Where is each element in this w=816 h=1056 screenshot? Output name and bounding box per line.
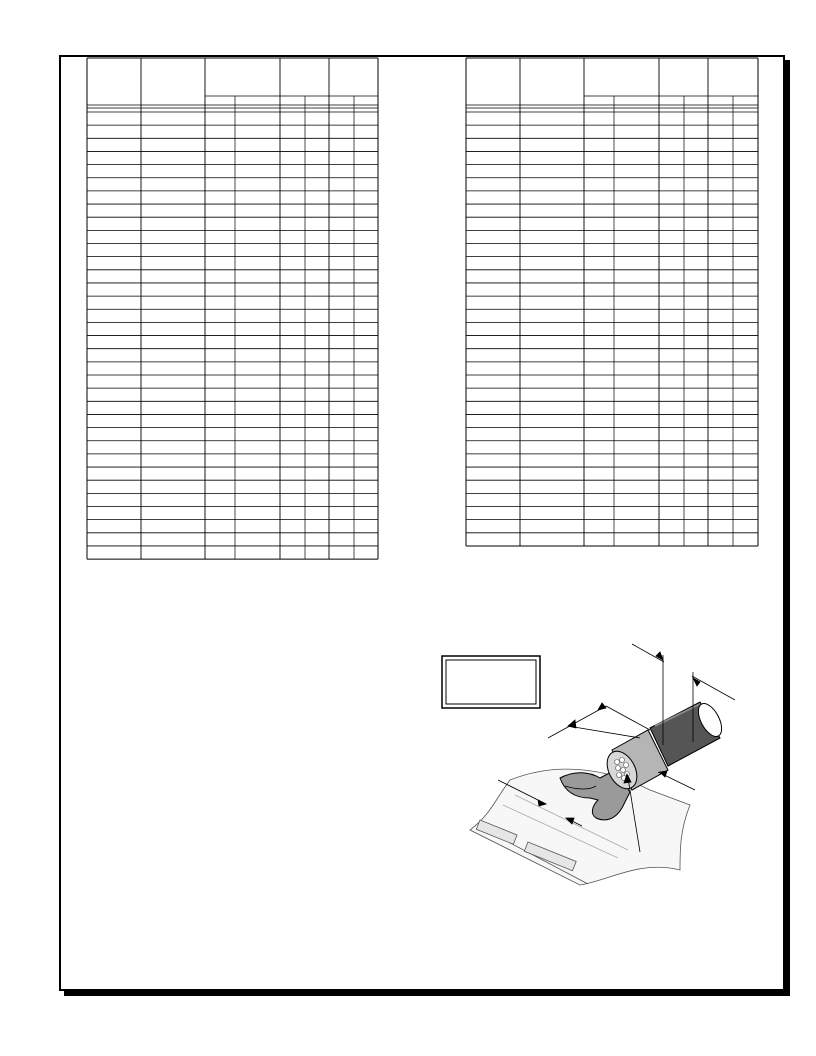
arrow-head: [693, 678, 700, 686]
arrow-head: [656, 652, 663, 660]
figure-label-box: [442, 656, 540, 708]
